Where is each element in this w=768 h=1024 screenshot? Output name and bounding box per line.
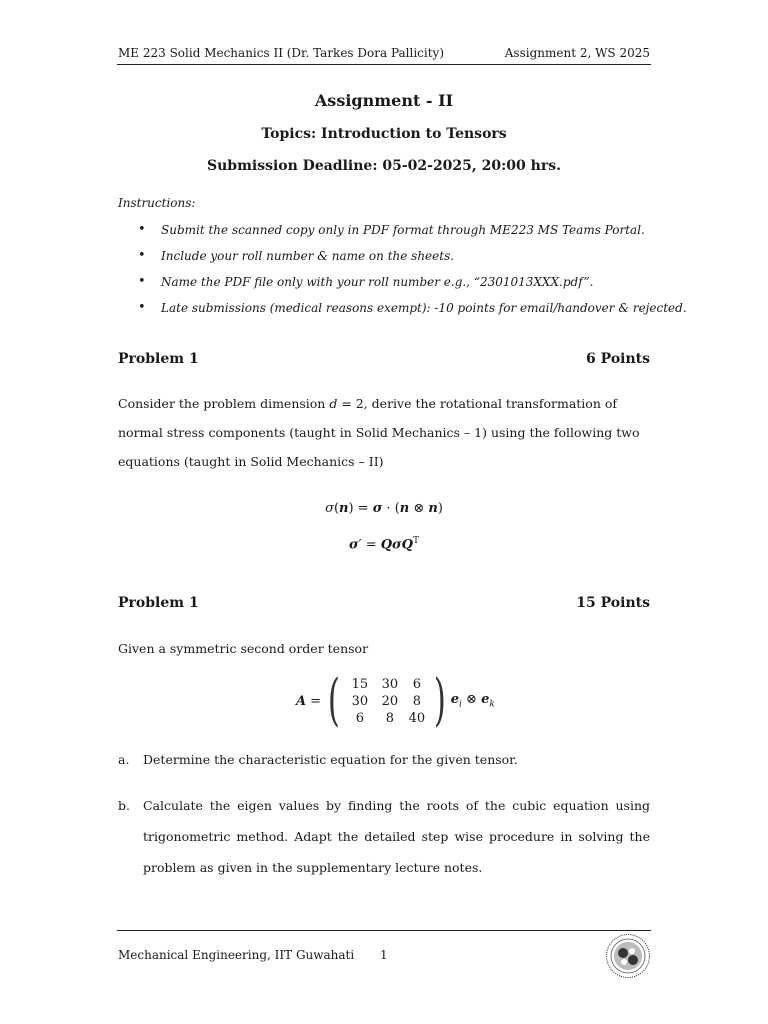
page-header: [118, 46, 650, 60]
header-rule: [117, 64, 651, 65]
problem-2-item-b: [118, 790, 650, 883]
matrix-cell: 15: [351, 676, 369, 692]
matrix-cell: 6: [355, 710, 364, 726]
item-b-text: Calculate the eigen values by finding the roots of the cubic equation using trigonometric method. Adapt the detailed step wise procedure in solving the problem as given in the supplementary lecture notes.: [143, 798, 650, 875]
problem-2-intro: Given a symmetric second order tensor: [118, 641, 369, 656]
page-number: 1: [380, 948, 388, 962]
header-assignment: Assignment 2, WS 2025: [504, 46, 650, 60]
matrix-grid: [345, 676, 429, 727]
footer-rule: [117, 930, 651, 931]
matrix-cell: 8: [385, 710, 394, 726]
footer-institution: Mechanical Engineering, IIT Guwahati: [118, 948, 355, 962]
problem-2-points: 15 Points: [576, 595, 650, 611]
instruction-item: • Name the PDF file only with your roll number e.g., “2301013XXX.pdf”.: [136, 274, 687, 300]
problem-2-heading: [118, 595, 650, 611]
matrix-cell: 40: [408, 710, 426, 726]
header-course: ME 223 Solid Mechanics II (Dr. Tarkes Dora Pallicity): [118, 46, 444, 60]
item-a-label: a.: [118, 752, 130, 767]
instruction-item: • Submit the scanned copy only in PDF format through ME223 MS Teams Portal.: [136, 222, 687, 248]
item-a-text: Determine the characteristic equation for the given tensor.: [143, 752, 518, 767]
problem-1-title: Problem 1: [118, 351, 199, 367]
instructions-list: [136, 222, 687, 326]
left-paren: (: [327, 668, 340, 733]
problem-1-heading: [118, 351, 650, 367]
matrix-cell: 30: [381, 676, 399, 692]
matrix-cell: 20: [381, 693, 399, 709]
equation-rotation: σ′ = QσQ$^T$: [349, 536, 419, 553]
tensor-matrix-equation: A = ( 15 30 6 30 20 8 6 8 40 ) $e_i$ ⊗ $e_k$: [296, 668, 495, 733]
problem-2-item-a: [118, 752, 650, 767]
right-paren: ): [433, 668, 446, 733]
topics-line: Topics: Introduction to Tensors: [261, 126, 507, 142]
instruction-item: • Late submissions (medical reasons exempt): -10 points for email/handover & rejected.: [136, 300, 687, 326]
equation-normal-stress: σ(n) = σ · (n ⊗ n): [325, 501, 443, 516]
matrix-cell: 8: [412, 693, 421, 709]
item-b-label: b.: [118, 798, 130, 813]
problem-1-text-b: = 2, derive the rotational transformation of normal stress components (taught in Solid Mechanics – 1) using the following two equations (taught in Solid Mechanics – II): [118, 396, 640, 469]
matrix-cell: 6: [412, 676, 421, 692]
problem-1-text: [118, 389, 650, 476]
problem-1-points: 6 Points: [586, 351, 650, 367]
problem-1-text-a: Consider the problem dimension: [118, 396, 330, 411]
iit-guwahati-logo: [605, 933, 651, 979]
deadline-line: Submission Deadline: 05-02-2025, 20:00 hrs.: [207, 158, 561, 174]
matrix-lhs: A: [296, 693, 307, 709]
problem-1-var: d: [329, 396, 338, 411]
matrix-cell: 30: [351, 693, 369, 709]
basis-tensor: $e_i$ ⊗ $e_k$: [450, 692, 495, 710]
assignment-title: Assignment - II: [314, 91, 454, 110]
instruction-item: • Include your roll number & name on the sheets.: [136, 248, 687, 274]
problem-2-title: Problem 1: [118, 595, 199, 611]
instructions-heading: Instructions:: [118, 196, 196, 210]
